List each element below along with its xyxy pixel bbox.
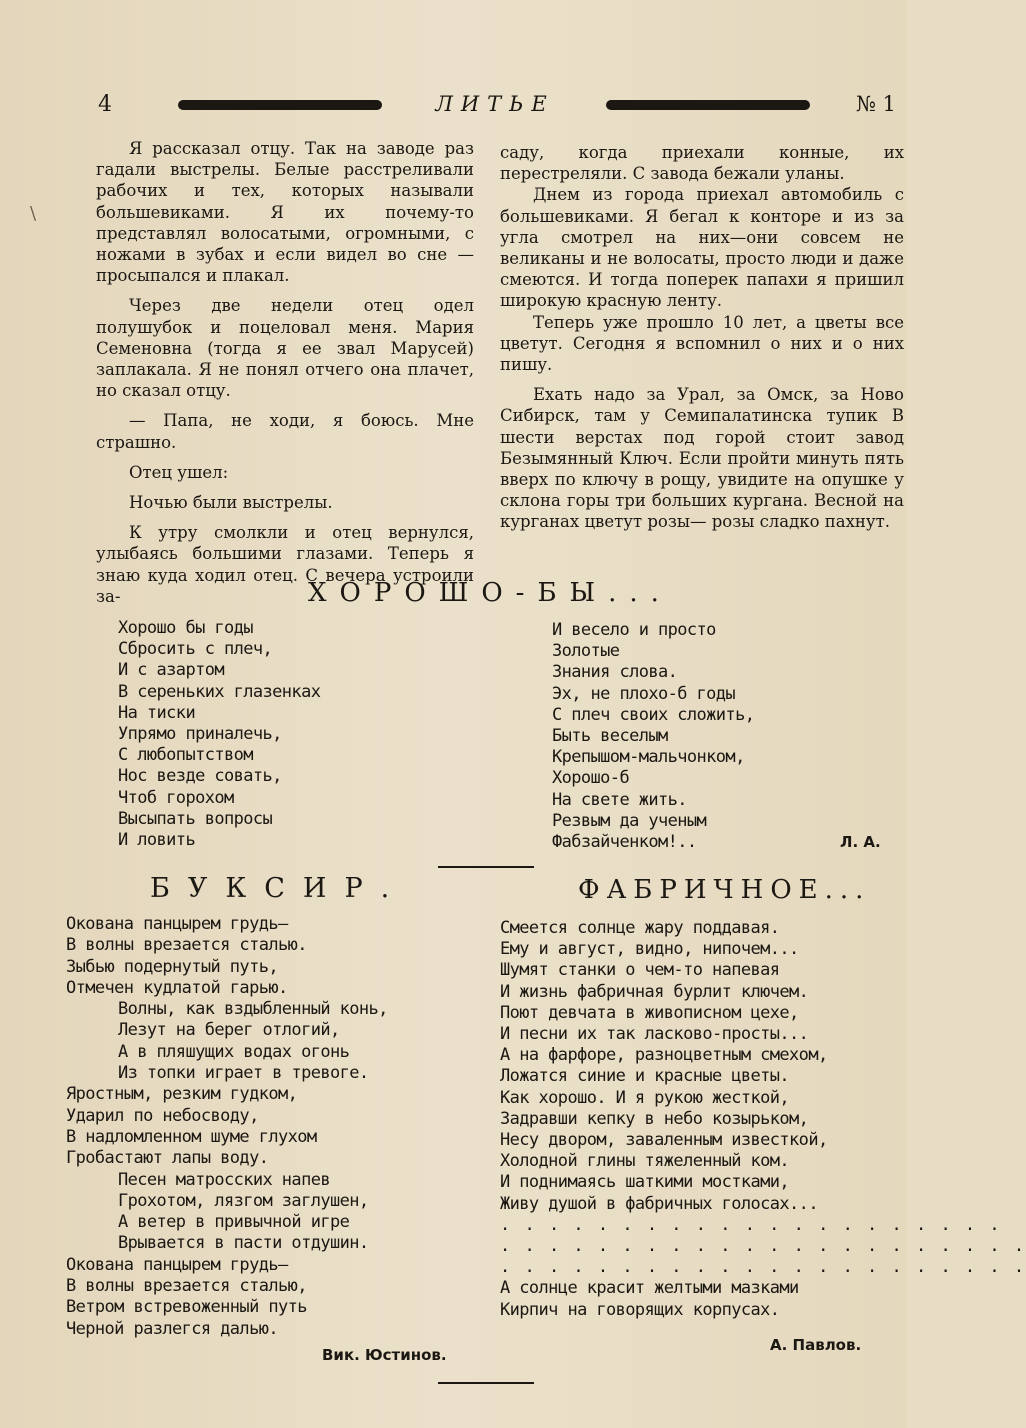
paragraph: — Папа, не ходи, я боюсь. Мне страшно. xyxy=(96,411,474,452)
page-header xyxy=(0,88,906,124)
poem-title-horosho-by: ХОРОШО-БЫ... xyxy=(308,578,672,608)
paragraph: Через две недели отец одел полушубок и поцеловал меня. Мария Семеновна (тогда я ее звал Марусей) заплакала. Я не понял отчего она плачет, но сказал отцу. xyxy=(96,296,474,401)
verse-line: В серенькиx глазенках xyxy=(118,681,321,702)
paragraph: Днем из города приехал автомобиль с большевиками. Я бегал к конторе и из за угла смотрел на них—они совсем не великаны и не волосаты, просто люди и даже смеются. И тогда поперек папахи я пришил широкую красную ленту. xyxy=(500,185,904,311)
verse-line: Золотые xyxy=(552,641,620,662)
header-rule-right xyxy=(606,100,810,110)
journal-title: ЛИТЬЕ xyxy=(435,92,555,116)
verse-line: И ловить xyxy=(118,830,196,851)
verse-line: Шумят станки о чем-то напевая xyxy=(500,960,780,981)
verse-line: С плеч своих сложить, xyxy=(552,704,755,725)
poem-title-buksir: БУКСИР. xyxy=(150,873,408,904)
verse-line: Хорошо бы годы xyxy=(118,618,253,638)
poem-author: А. Павлов. xyxy=(770,1336,862,1354)
verse-line: Знания слова. xyxy=(552,662,678,683)
verse-line: И с азартом xyxy=(118,660,224,681)
verse-line: Гробастают лапы воду. xyxy=(66,1148,269,1169)
verse-line: Грохотом, лязгом заглушен, xyxy=(118,1190,369,1211)
verse-line: На свете жить. xyxy=(552,789,687,810)
paragraph: саду, когда приехали конные, их перестреляли. С завода бежали уланы. xyxy=(500,143,904,184)
verse-line: Эх, не плохо-б годы xyxy=(552,683,736,704)
verse-line: А ветер в привычной игре xyxy=(118,1212,350,1233)
verse-line: Из топки играет в тревоге. xyxy=(118,1063,369,1084)
poem-author: Вик. Юстинов. xyxy=(322,1346,447,1364)
prose-right-column xyxy=(500,142,904,533)
verse-line: Лезут на берег отлогий, xyxy=(118,1020,340,1041)
verse-line: Упрямо приналечь, xyxy=(118,724,282,745)
verse-line: Холодной глины тяжеленный ком. xyxy=(500,1151,790,1172)
issue-number: № 1 xyxy=(856,92,896,116)
verse-line: Нос везде совать, xyxy=(118,766,282,787)
verse-line: Чтоб горохом xyxy=(118,787,234,808)
paragraph: Отец ушел: xyxy=(129,462,229,482)
verse-line: С любопытством xyxy=(118,745,253,766)
verse-line: На тиски xyxy=(118,702,196,723)
verse-line: И весело и просто xyxy=(552,620,716,640)
verse-line: Окована панцырем грудь— xyxy=(66,1254,288,1275)
divider xyxy=(438,1382,534,1384)
verse-line: . . . . . . . . . . . . . . . . . . . . . xyxy=(500,1214,1002,1235)
verse-line: Несу двором, заваленным известкой, xyxy=(500,1130,828,1151)
poem-author: Л. А. xyxy=(840,833,881,851)
verse-line: А солнце красит желтыми мазками xyxy=(500,1278,799,1299)
verse-line: Резвым да ученым xyxy=(552,810,707,831)
verse-line: . . . . . . . . . . . . . . . . . . . . . . xyxy=(500,1257,1026,1278)
verse-line: Черной разлегся далью. xyxy=(66,1318,278,1339)
pencil-mark-icon: \ xyxy=(30,203,37,224)
poem-horosho-column-1 xyxy=(118,618,320,851)
verse-line: Ветром встревоженный путь xyxy=(66,1297,307,1318)
paragraph: Я рассказал отцу. Так на заводе раз гадали выстрелы. Белые расстреливали рабочих и тех, которых называли большевиками. Я их почему-то представлял волосатыми, огромными, с ножами в зубах и если видел во сне — просыпался и плакал. xyxy=(96,139,474,286)
verse-line: В волны врезается сталью, xyxy=(66,1276,307,1297)
verse-line: Кирпич на говорящих корпусах. xyxy=(500,1299,780,1320)
verse-line: Яростным, резким гудком, xyxy=(66,1084,298,1105)
verse-line: Хорошо-б xyxy=(552,768,630,789)
verse-line: Ударил по небосводу, xyxy=(66,1105,259,1126)
verse-line: . . . . . . . . . . . . . . . . . . . . . . xyxy=(500,1236,1026,1257)
verse-line: Смеется солнце жару поддавая. xyxy=(500,918,780,938)
verse-line: Высыпать вопросы xyxy=(118,808,273,829)
paragraph: Ночью были выстрелы. xyxy=(129,493,333,513)
verse-line: В волны врезается сталью. xyxy=(66,935,307,956)
verse-line: Быть веселым xyxy=(552,726,668,747)
verse-line: Крепышом-мальчонком, xyxy=(552,747,745,768)
page-number: 4 xyxy=(98,92,112,117)
verse-line: Поют девчата в живописном цехе, xyxy=(500,1002,799,1023)
poem-fabrichnoe xyxy=(500,918,1026,1321)
verse-line: И поднимаясь шаткими мостками, xyxy=(500,1172,790,1193)
paragraph: Ехать надо за Урал, за Омск, за Ново Сибирск, там у Семипалатинска тупик В шести верстах под горой стоит завод Безымянный Ключ. Если пройти минуть пять вверх по ключу в рощу, увидите на опушке у склона горы три больших кургана. Весной на курганах цветут розы— розы сладко пахнут. xyxy=(500,385,904,532)
verse-line: Волны, как вздыбленный конь, xyxy=(118,999,388,1020)
poem-horosho-column-2 xyxy=(552,620,754,853)
verse-line: И жизнь фабричная бурлит ключем. xyxy=(500,981,809,1002)
verse-line: Песен матросских напев xyxy=(118,1169,330,1190)
poem-title-fabrichnoe: ФАБРИЧНОЕ... xyxy=(578,875,871,905)
verse-line: Как хорошо. И я рукою жесткой, xyxy=(500,1087,790,1108)
verse-line: А в пляшущих водах огонь xyxy=(118,1041,350,1062)
verse-line: Окована панцырем грудь— xyxy=(66,914,288,934)
verse-line: Отмечен кудлатой гарью. xyxy=(66,977,288,998)
verse-line: Врывается в пасти отдушин. xyxy=(118,1233,369,1254)
prose-left-column xyxy=(96,138,474,607)
verse-line: Живу душой в фабричных голосах... xyxy=(500,1193,818,1214)
header-rule-left xyxy=(178,100,382,110)
verse-line: Ложатся синие и красные цветы. xyxy=(500,1066,790,1087)
verse-line: А на фарфоре, разноцветным смехом, xyxy=(500,1045,828,1066)
paragraph: К утру смолкли и отец вернулся, улыбаясь большими глазами. Теперь я знаю куда ходил отец. С вечера устроили за- xyxy=(96,523,474,606)
verse-line: И песни их так ласково-просты... xyxy=(500,1024,809,1045)
divider xyxy=(438,866,534,868)
verse-line: Сбросить с плеч, xyxy=(118,639,273,660)
paragraph: Теперь уже прошло 10 лет, а цветы все цветут. Сегодня я вспомнил о них и о них пишу. xyxy=(500,312,904,375)
verse-line: Ему и август, видно, нипочем... xyxy=(500,939,799,960)
verse-line: Фабзайченком!.. xyxy=(552,832,697,853)
verse-line: В надломленном шуме глухом xyxy=(66,1126,317,1147)
poem-buksir xyxy=(66,914,388,1340)
verse-line: Зыбью подернутый путь, xyxy=(66,956,278,977)
verse-line: Задравши кепку в небо козырьком, xyxy=(500,1108,809,1129)
